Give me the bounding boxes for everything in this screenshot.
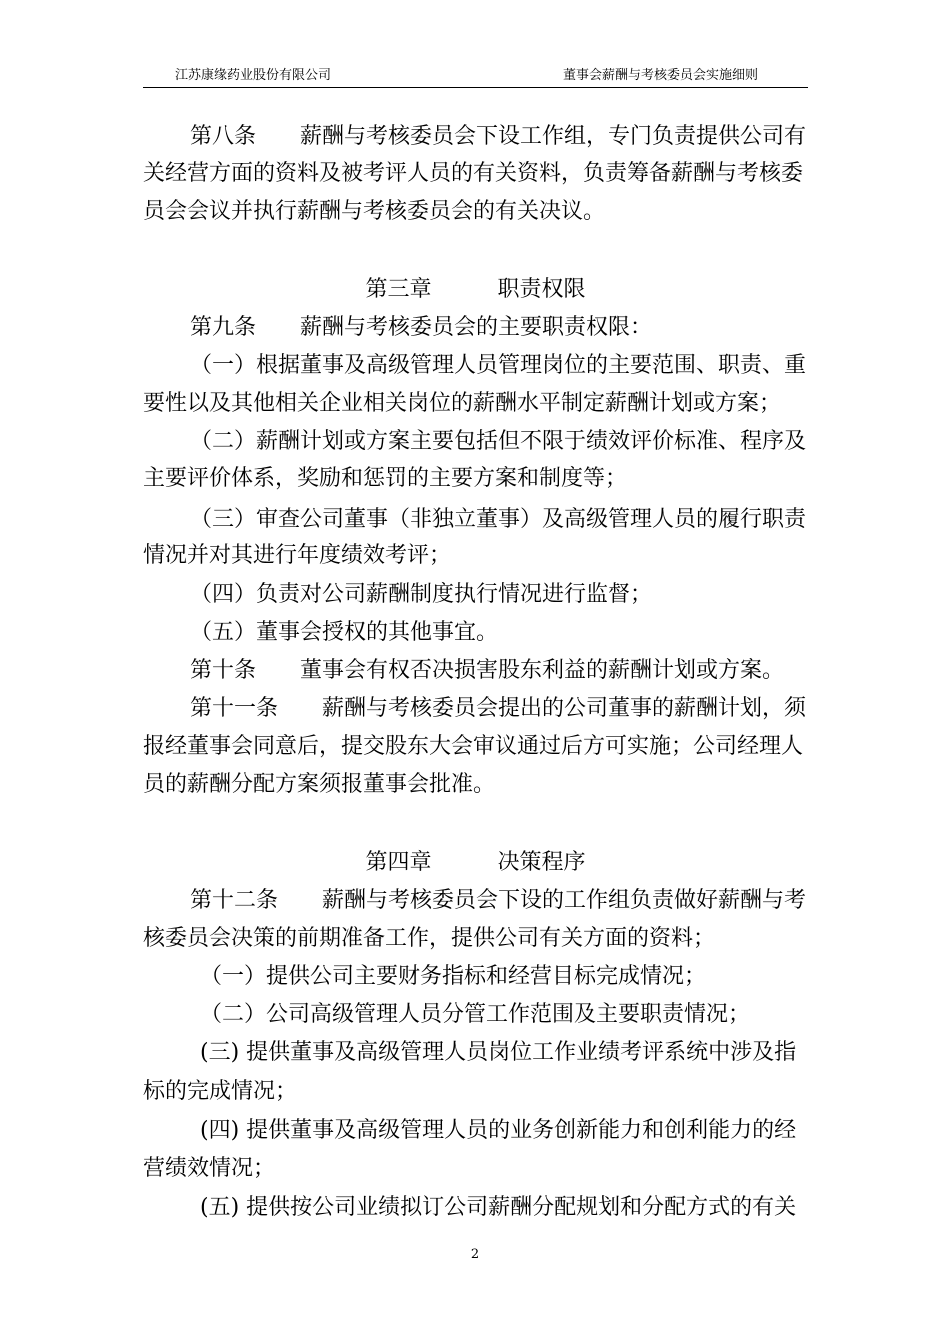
article-11-line-1: 第十一条 薪酬与考核委员会提出的公司董事的薪酬计划，须 xyxy=(190,696,807,721)
header-divider xyxy=(143,87,808,88)
chapter-4-title: 第四章 决策程序 xyxy=(365,850,586,875)
article-12-item-5-line-1: (五) 提供按公司业绩拟订公司薪酬分配规划和分配方式的有关 xyxy=(200,1195,797,1220)
article-12-item-1: （一）提供公司主要财务指标和经营目标完成情况； xyxy=(200,964,707,989)
article-11-line-2: 报经董事会同意后，提交股东大会审议通过后方可实施；公司经理人 xyxy=(143,734,804,759)
article-9-item-1-line-1: （一）根据董事及高级管理人员管理岗位的主要范围、职责、重 xyxy=(190,353,807,378)
article-12-item-3-line-1: (三) 提供董事及高级管理人员岗位工作业绩考评系统中涉及指 xyxy=(200,1040,797,1065)
article-12-item-4-line-2: 营绩效情况； xyxy=(143,1156,276,1181)
header-company: 江苏康缘药业股份有限公司 xyxy=(175,68,332,83)
article-11-line-3: 员的薪酬分配方案须报董事会批准。 xyxy=(143,772,496,797)
article-9-item-1-line-2: 要性以及其他相关企业相关岗位的薪酬水平制定薪酬计划或方案； xyxy=(143,391,782,416)
article-8-line-2: 关经营方面的资料及被考评人员的有关资料，负责筹备薪酬与考核委 xyxy=(143,161,804,186)
article-12-item-2: （二）公司高级管理人员分管工作范围及主要职责情况； xyxy=(200,1002,751,1027)
article-9-item-3-line-1: （三）审查公司董事（非独立董事）及高级管理人员的履行职责 xyxy=(190,507,807,532)
article-9-intro: 第九条 薪酬与考核委员会的主要职责权限： xyxy=(190,315,653,340)
article-12-item-3-line-2: 标的完成情况； xyxy=(143,1079,298,1104)
article-9-item-5: （五）董事会授权的其他事宜。 xyxy=(190,620,499,645)
article-12-item-4-line-1: (四) 提供董事及高级管理人员的业务创新能力和创利能力的经 xyxy=(200,1118,797,1143)
article-9-item-3-line-2: 情况并对其进行年度绩效考评； xyxy=(143,543,452,568)
article-10-line-1: 第十条 董事会有权否决损害股东利益的薪酬计划或方案。 xyxy=(190,658,785,683)
article-9-item-4: （四）负责对公司薪酬制度执行情况进行监督； xyxy=(190,582,653,607)
article-12-line-2: 核委员会决策的前期准备工作，提供公司有关方面的资料； xyxy=(143,926,716,951)
article-9-item-2-line-1: （二）薪酬计划或方案主要包括但不限于绩效评价标准、程序及 xyxy=(190,429,807,454)
page-number: 2 xyxy=(470,1247,480,1262)
chapter-3-title: 第三章 职责权限 xyxy=(365,277,586,302)
article-8-line-1: 第八条 薪酬与考核委员会下设工作组，专门负责提供公司有 xyxy=(190,124,807,149)
article-8-line-3: 员会会议并执行薪酬与考核委员会的有关决议。 xyxy=(143,199,606,224)
header-doc-title: 董事会薪酬与考核委员会实施细则 xyxy=(563,68,759,83)
article-12-line-1: 第十二条 薪酬与考核委员会下设的工作组负责做好薪酬与考 xyxy=(190,888,807,913)
article-9-item-2-line-2: 主要评价体系，奖励和惩罚的主要方案和制度等； xyxy=(143,466,628,491)
